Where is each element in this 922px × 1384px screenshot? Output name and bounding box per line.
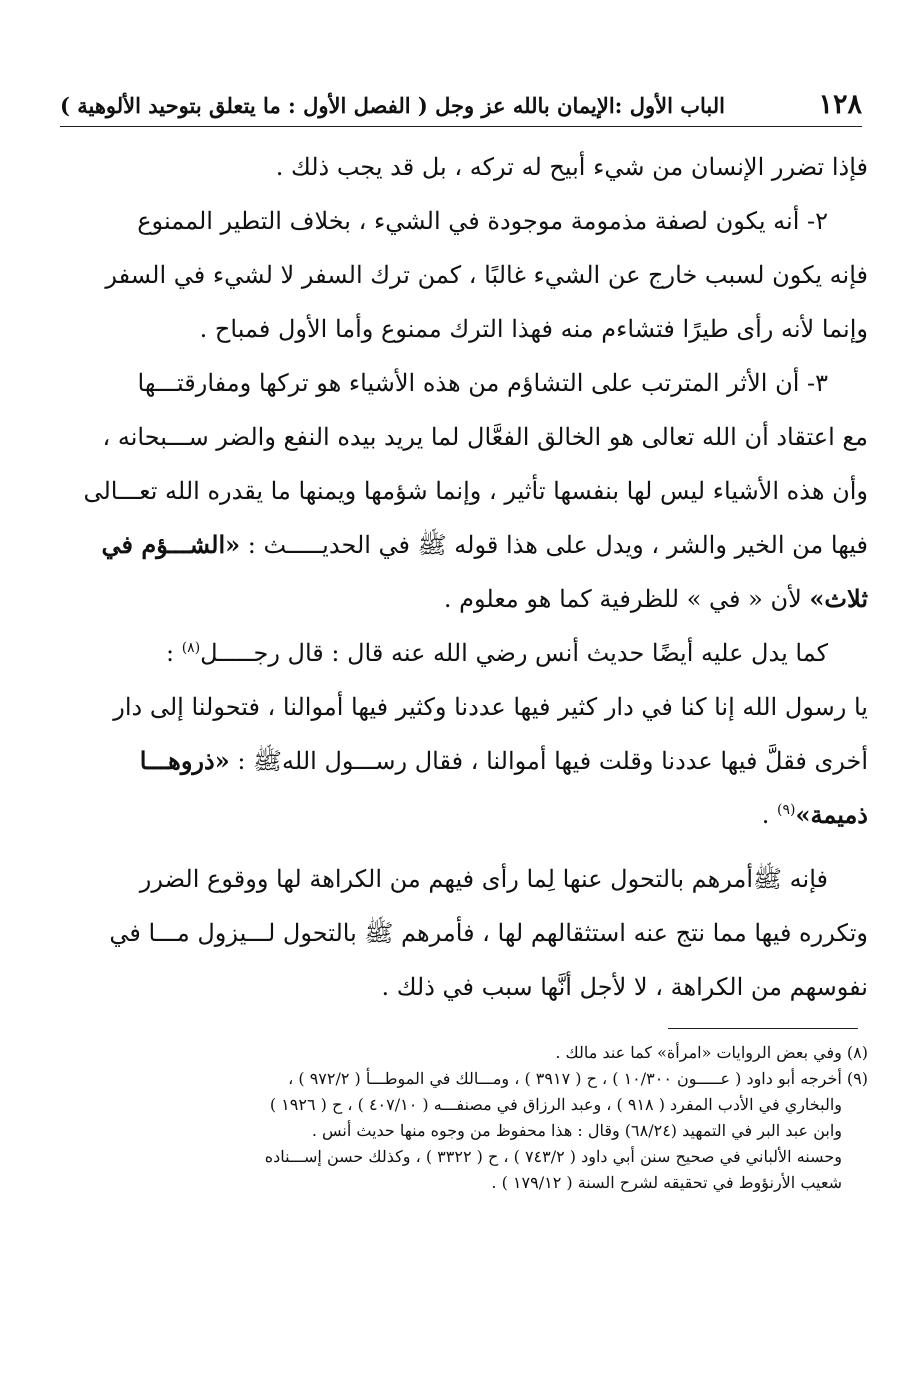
text-segment: كما يدل عليه أيضًا حديث أنس رضي الله عنه قال : قال رجـــــل: [200, 639, 828, 667]
hadith-quote: «الشـــؤم في: [101, 530, 241, 559]
footnotes: [52, 1040, 868, 1196]
footnote: (٩) أخرجه أبو داود ( عـــــون ١٠/٣٠٠ ) ، ح ( ٣٩١٧ ) ، ومـــالك في الموطـــأ ( ٩٧٢/٢ ) ،: [288, 1069, 868, 1088]
footnote-continuation: والبخاري في الأدب المفرد ( ٩١٨ ) ، وعبد الرزاق في مصنفـــه ( ٤٠٧/١٠ ) ، ح ( ١٩٢٦ ): [269, 1095, 842, 1114]
text-segment: أخرى فقلَّ فيها عددنا وقلت فيها أموالنا ، فقال رســـول اللهﷺ :: [229, 747, 868, 775]
hadith-quote: «ذروهـــا: [139, 746, 230, 775]
text-line: نفوسهم من الكراهة ، لا لأجل أنَّها سبب في ذلك .: [381, 973, 868, 1001]
text-line: يا رسول الله إنا كنا في دار كثير فيها عددنا وكثير فيها أموالنا ، فتحولنا إلى دار: [113, 693, 868, 721]
text-line: مع اعتقاد أن الله تعالى هو الخالق الفعَّال لما يريد بيده النفع والضر ســـبحانه ،: [102, 423, 868, 451]
text-line: [52, 518, 868, 572]
text-line: وأن هذه الأشياء ليس لها بنفسها تأثير ، وإنما شؤمها ويمنها ما يقدره الله تعـــالى: [83, 477, 868, 505]
text-segment: فيها من الخير والشر ، ويدل على هذا قوله ﷺ في الحديـــــث :: [240, 531, 868, 559]
text-line: [52, 626, 868, 680]
hadith-quote: ثلاث»: [809, 584, 868, 613]
footnote-ref: (٨): [181, 640, 201, 656]
text-line: فإنه يكون لسبب خارج عن الشيء غالبًا ، كمن ترك السفر لا لشيء في السفر: [105, 261, 868, 289]
text-line: وتكرره فيها مما نتج عنه استثقالهم لها ، فأمرهم ﷺ بالتحول لـــيزول مـــا في: [109, 919, 868, 947]
text-segment: :: [165, 639, 182, 667]
footnote: (٨) وفي بعض الروايات «امرأة» كما عند مالك .: [555, 1043, 868, 1062]
text-line: [52, 734, 868, 788]
footnote-continuation: وحسنه الألباني في صحيح سنن أبي داود ( ٧٤٣/٢ ) ، ح ( ٣٣٢٢ ) ، وكذلك حسن إســـناده: [264, 1147, 842, 1166]
text-line: فإنه ﷺأمرهم بالتحول عنها لِما رأى فيهم من الكراهة لها ووقوع الضرر: [139, 865, 828, 893]
footnote-continuation: شعيب الأرنؤوط في تحقيقه لشرح السنة ( ١٧٩/١٢ ) .: [491, 1173, 842, 1192]
text-line: وإنما لأنه رأى طيرًا فتشاءم منه فهذا الترك ممنوع وأما الأول فمباح .: [199, 315, 868, 343]
footnote-separator: [668, 1028, 858, 1029]
text-line: [52, 788, 868, 842]
text-line: [52, 572, 868, 626]
footnote-continuation: وابن عبد البر في التمهيد (٦٨/٢٤) وقال : هذا محفوظ من وجوه منها حديث أنس .: [311, 1121, 842, 1140]
body-text: [52, 140, 868, 1014]
text-line: ٢- أنه يكون لصفة مذمومة موجودة في الشيء ، بخلاف التطير الممنوع: [137, 207, 828, 235]
hadith-quote: ذميمة»: [795, 800, 868, 829]
text-line: فإذا تضرر الإنسان من شيء أبيح له تركه ، بل قد يجب ذلك .: [275, 153, 868, 181]
page-number: ١٢٨: [818, 89, 862, 120]
text-line: ٣- أن الأثر المترتب على التشاؤم من هذه الأشياء هو تركها ومفارقتـــها: [137, 369, 828, 397]
text-segment: لأن « في » للظرفية كما هو معلوم .: [443, 585, 810, 613]
running-title: الباب الأول :الإيمان بالله عز وجل ( الفصل الأول : ما يتعلق بتوحيد الألوهية ): [60, 93, 725, 118]
text-segment: .: [761, 801, 777, 829]
footnote-ref: (٩): [777, 802, 796, 818]
page-header: [60, 82, 862, 127]
paragraph-gap: [52, 842, 868, 852]
